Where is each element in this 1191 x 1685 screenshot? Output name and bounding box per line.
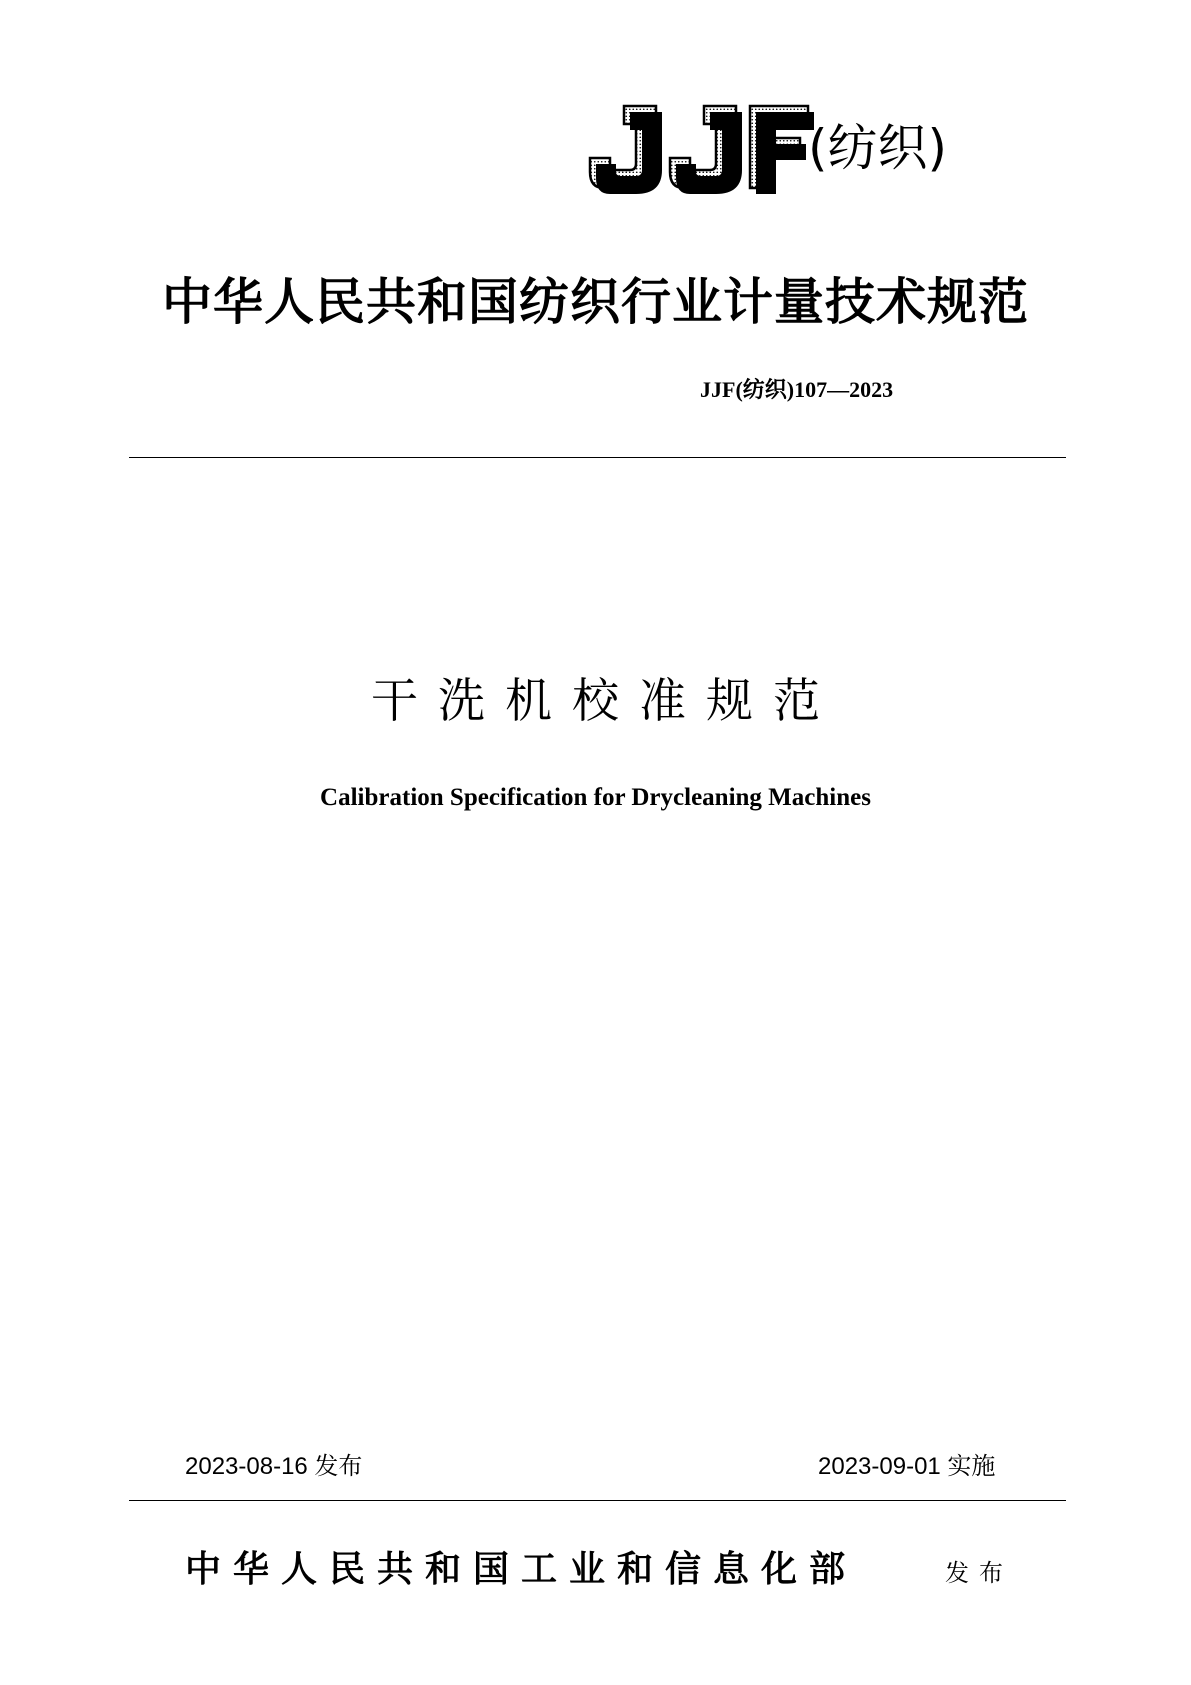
issue-date: 2023-08-16 发布 xyxy=(185,1453,363,1480)
document-title-en: Calibration Specification for Drycleaning Machines xyxy=(320,784,871,811)
logo-suffix: (纺织) xyxy=(808,119,948,177)
publisher-suffix: 发布 xyxy=(945,1559,1013,1587)
document-title-cn: 干洗机校准规范 xyxy=(371,674,840,729)
implementation-date: 2023-09-01 实施 xyxy=(818,1453,996,1480)
standard-category-title: 中华人民共和国纺织行业计量技术规范 xyxy=(162,272,1029,331)
standard-code: JJF(纺织)107—2023 xyxy=(700,377,894,402)
logo-letters: JJF xyxy=(586,91,608,108)
bottom-divider xyxy=(129,1500,1066,1501)
publisher-name: 中华人民共和国工业和信息化部 xyxy=(185,1548,858,1590)
top-divider xyxy=(129,457,1066,458)
